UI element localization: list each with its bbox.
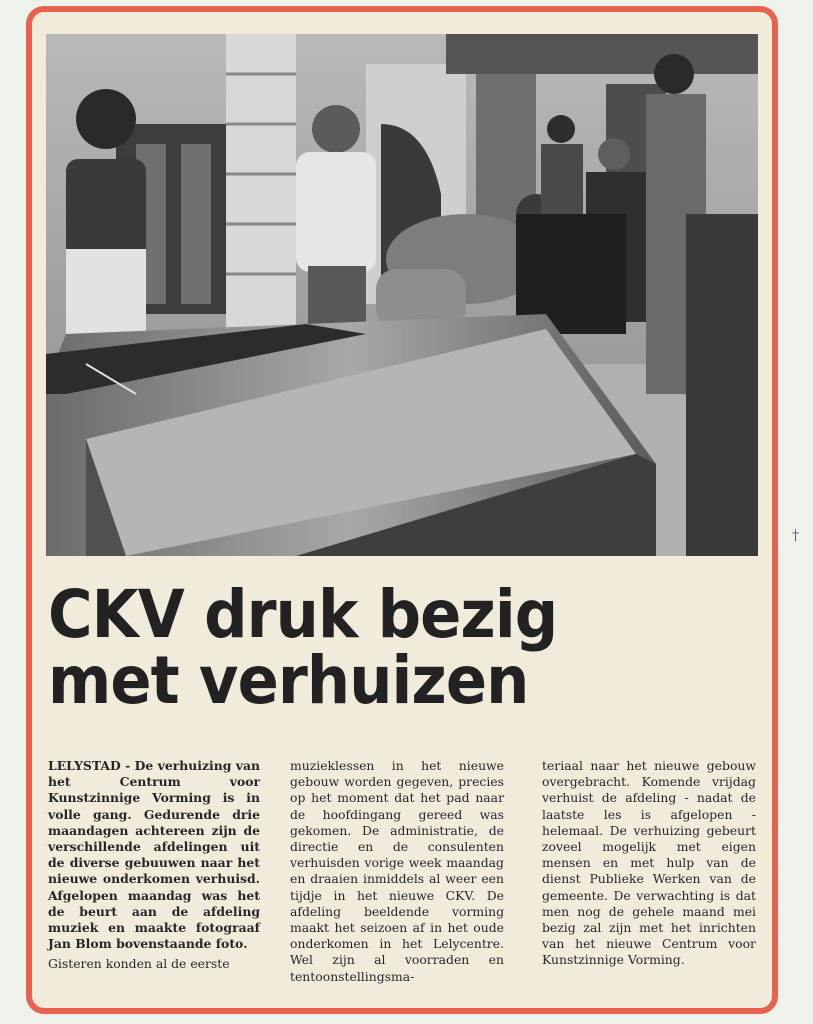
column-3-text: teriaal naar het nieuwe gebouw overgebracht. Komende vrijdag verhuist de afdeling - nadat de laatste les is afgelopen - helemaal. De verhuizing gebeurt zoveel mogelijk met eigen mensen en met hulp van de dienst Publieke Werken van de gemeente. De verwachting is dat men nog de gehele maand mei bezig zal zijn met het inrichten van het nieuwe Centrum voor Kunstzinnige Vorming. [542,758,756,968]
press-photo [46,34,758,556]
dateline: LELYSTAD [48,758,121,773]
headline [48,576,710,719]
pen-mark-text: † [792,528,799,544]
column-2-text: muzieklessen in het nieuwe gebouw worden gegeven, precies op het moment dat het pad naar de hoofdingang gereed was gekomen. De administratie, de directie en de consulenten verhuisden vorige week maandag en draaien inmiddels al weer een tijdje in het nieuwe CKV. De afdeling beeldende vorming maakt het seizoen af in het oude onderkomen in het Lelycentre. Wel zijn al voorraden en tentoonstellingsma- [290,758,504,984]
column-1-continuation: Gisteren konden al de eerste [48,956,230,972]
article-column-2 [290,758,504,985]
article-column-3 [542,758,756,969]
headline-line-2: met verhuizen [48,642,529,719]
lead-text: - De verhuizing van het Centrum voor Kunstzinnige Vorming is in volle gang. Gedurende drie maandagen achtereen zijn de verschillende afdelingen uit de diverse gebuuwen naar het nieuwe onderkomen verhuisd. Afgelopen maandag was het de beurt aan de afdeling muziek en maakte fotograaf Jan Blom bovenstaande foto. [48,758,260,952]
pen-mark [792,528,799,544]
lead-paragraph [48,758,260,952]
headline-line-1: CKV druk bezig [48,576,558,653]
article-column-1 [48,758,260,973]
press-photo-icon [46,34,758,556]
newspaper-clipping [26,6,778,1014]
